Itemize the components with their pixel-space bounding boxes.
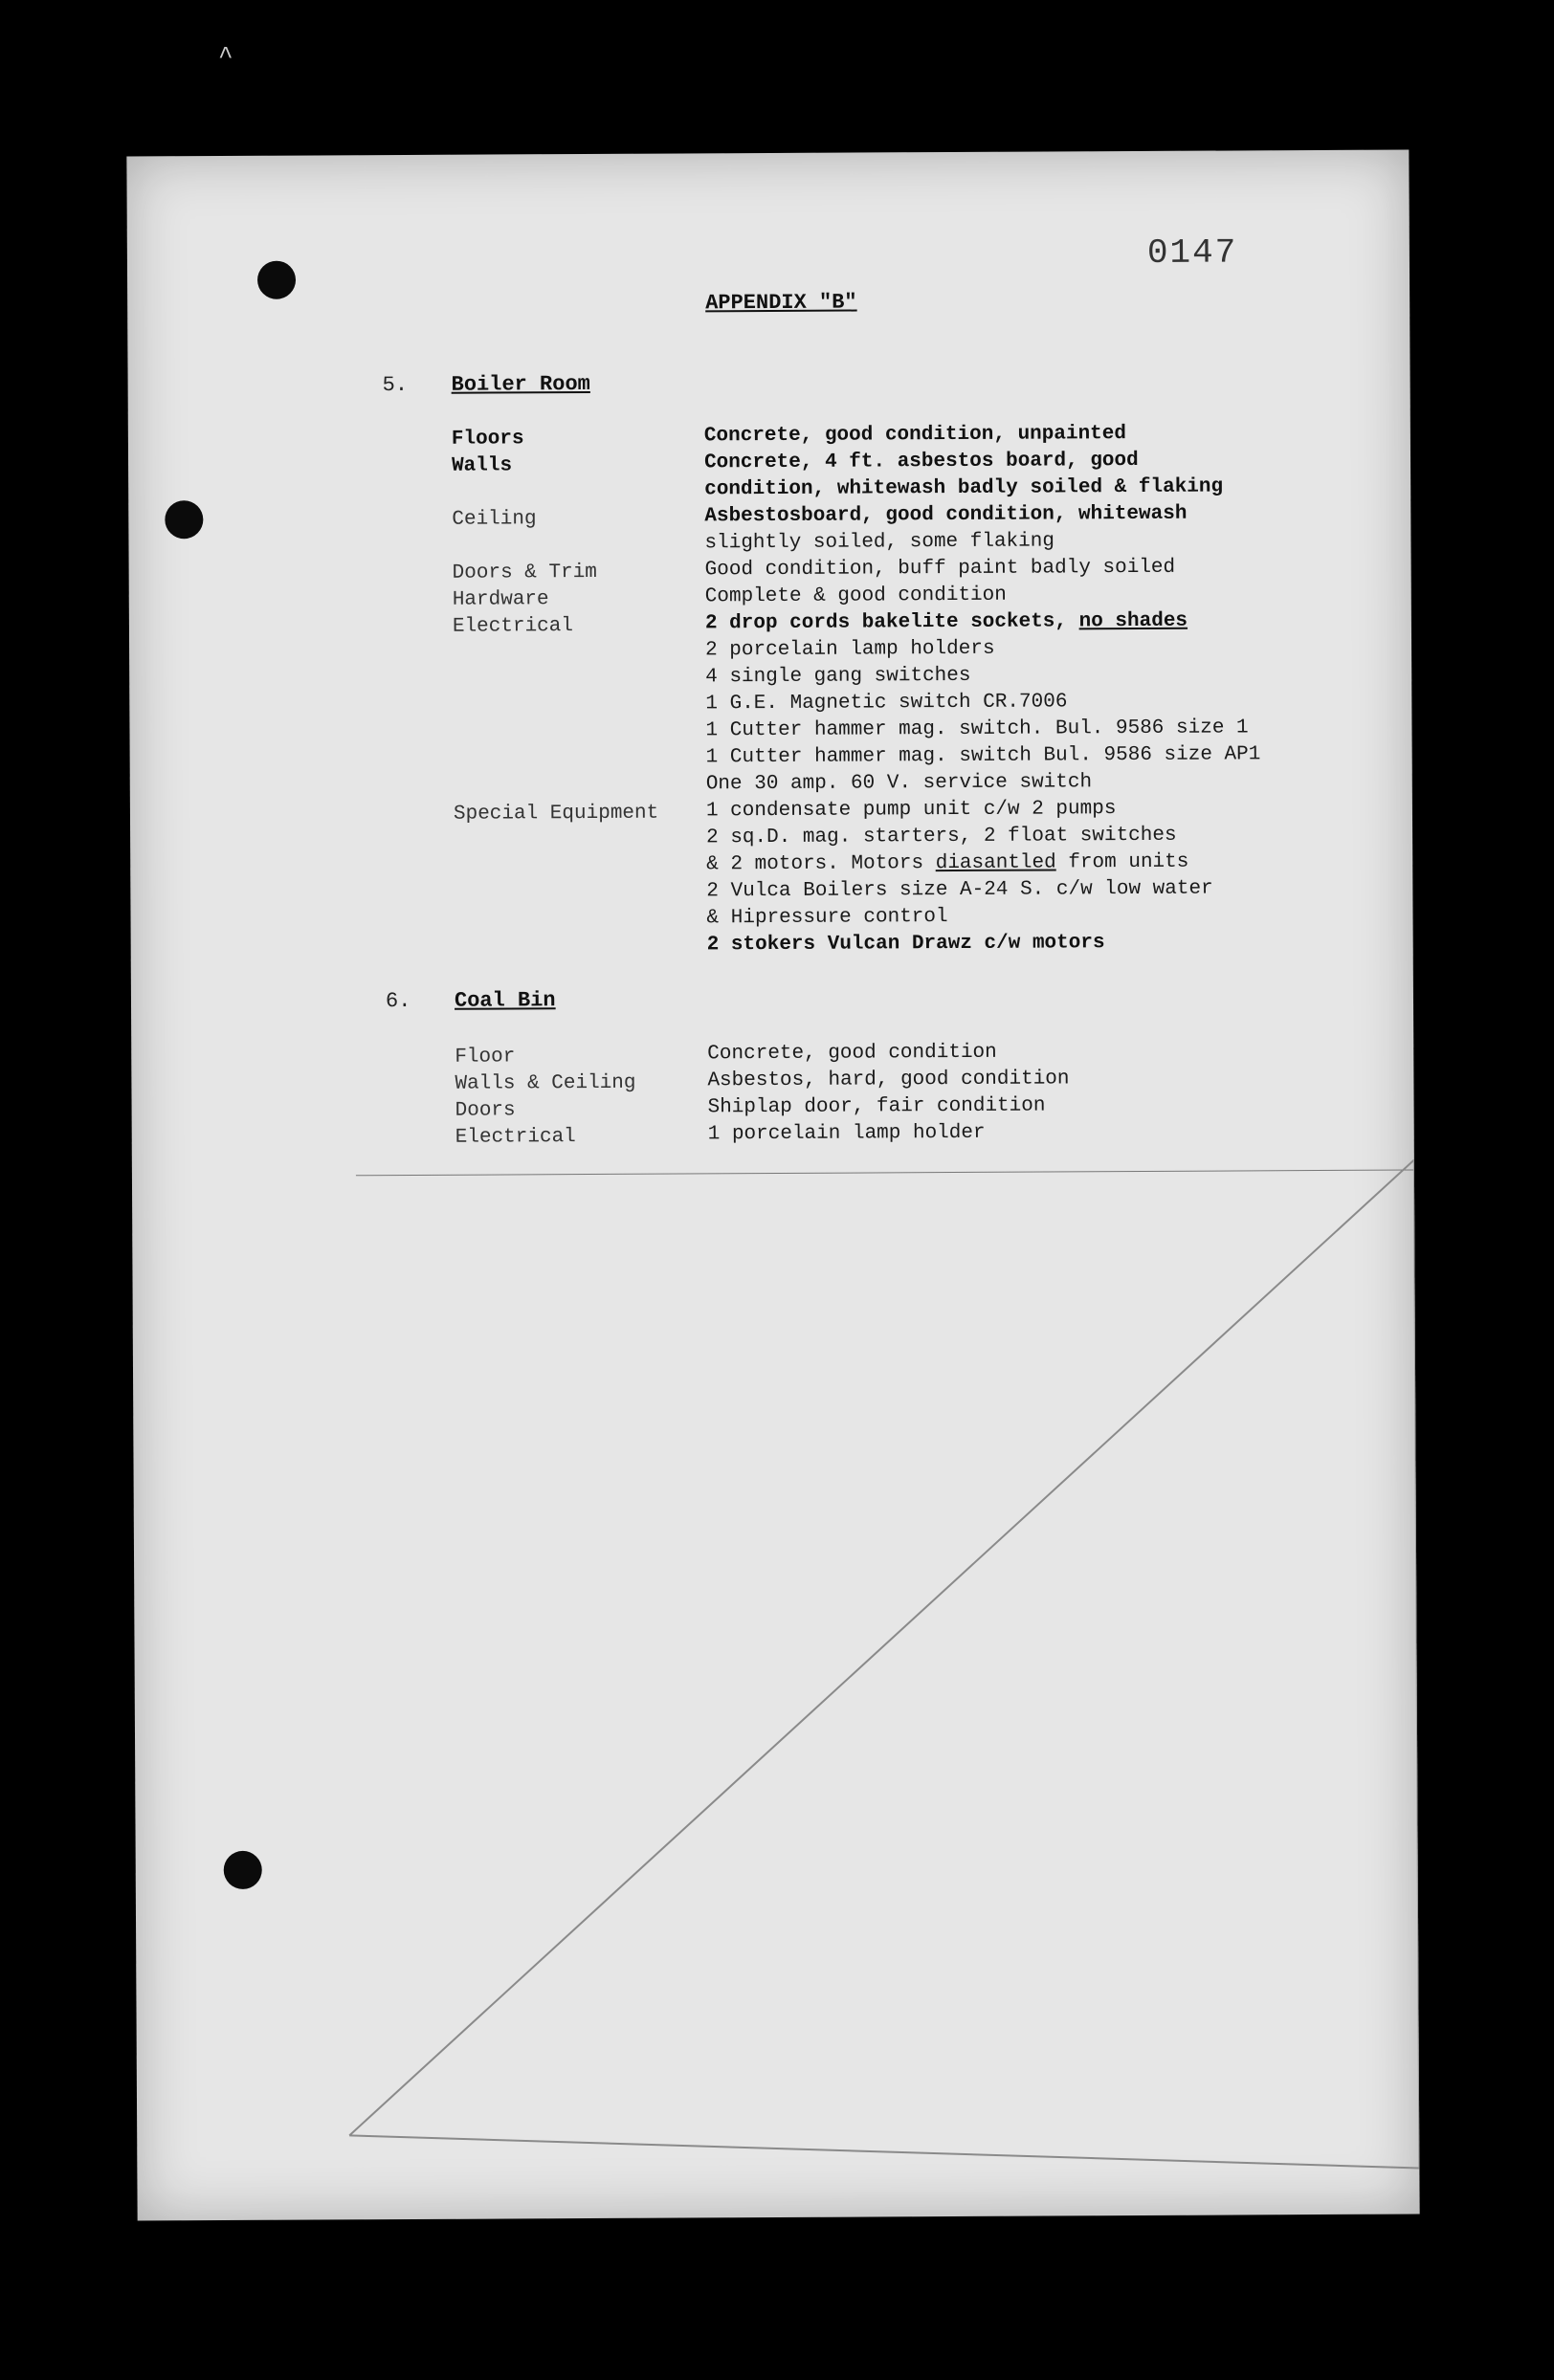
section-title: Boiler Room bbox=[451, 371, 590, 397]
row-line: 2 porcelain lamp holders bbox=[705, 637, 995, 662]
page-number: 0147 bbox=[1146, 232, 1238, 273]
row-line: 4 single gang switches bbox=[705, 664, 971, 689]
row-line: Concrete, 4 ft. asbestos board, good bbox=[703, 449, 1139, 474]
underlined-note: no shades bbox=[1078, 609, 1188, 633]
row-line: 2 stokers Vulcan Drawz c/w motors bbox=[706, 932, 1105, 957]
row-label: Walls & Ceiling bbox=[455, 1071, 636, 1095]
row-label: Floor bbox=[455, 1046, 516, 1069]
row-label: Doors & Trim bbox=[452, 561, 597, 584]
cancellation-line bbox=[126, 150, 1419, 2221]
row-line: 1 porcelain lamp holder bbox=[707, 1121, 986, 1146]
row-label: Doors bbox=[455, 1099, 516, 1122]
row-label: Walls bbox=[451, 454, 513, 477]
row-line: Shiplap door, fair condition bbox=[707, 1094, 1046, 1119]
bottom-stroke bbox=[349, 2129, 1419, 2173]
row-line: 1 Cutter hammer mag. switch Bul. 9586 size AP1 bbox=[705, 743, 1261, 769]
row-line: slightly soiled, some flaking bbox=[704, 530, 1055, 555]
underlined-word: diasantled bbox=[935, 851, 1056, 875]
row-line: Concrete, good condition bbox=[707, 1041, 997, 1066]
row-line: 1 G.E. Magnetic switch CR.7006 bbox=[705, 691, 1068, 716]
row-line-tail: from units bbox=[1055, 850, 1189, 874]
row-label: Electrical bbox=[452, 615, 574, 638]
row-line-text: & 2 motors. Motors bbox=[706, 852, 936, 876]
row-line: 1 Cutter hammer mag. switch. Bul. 9586 size 1 bbox=[705, 716, 1249, 742]
section-number: 6. bbox=[385, 988, 411, 1014]
right-stroke bbox=[1414, 1159, 1420, 2168]
row-line: 2 Vulca Boilers size A-24 S. c/w low water bbox=[706, 877, 1213, 903]
row-line-text: 2 drop cords bakelite sockets, bbox=[704, 610, 1079, 635]
row-line: condition, whitewash badly soiled & flaking bbox=[704, 475, 1224, 501]
row-label: Floors bbox=[451, 428, 524, 451]
corner-mark: ^ bbox=[218, 42, 233, 71]
row-line: Concrete, good condition, unpainted bbox=[703, 423, 1127, 448]
row-line: & Hipressure control bbox=[706, 906, 948, 930]
row-label: Special Equipment bbox=[453, 802, 659, 826]
row-line: Good condition, buff paint badly soiled bbox=[704, 556, 1176, 582]
document-title: APPENDIX "B" bbox=[705, 290, 857, 316]
row-line: Complete & good condition bbox=[704, 584, 1007, 608]
row-line: One 30 amp. 60 V. service switch bbox=[705, 771, 1093, 796]
row-label: Hardware bbox=[452, 588, 549, 611]
row-line: 2 sq.D. mag. starters, 2 float switches bbox=[706, 824, 1177, 849]
section-number: 5. bbox=[382, 372, 409, 398]
row-label: Ceiling bbox=[452, 508, 537, 531]
row-line: Asbestosboard, good condition, whitewash bbox=[704, 502, 1188, 528]
document-page bbox=[126, 150, 1419, 2221]
row-label: Electrical bbox=[455, 1126, 576, 1149]
row-line: Asbestos, hard, good condition bbox=[707, 1068, 1070, 1092]
section-title: Coal Bin bbox=[454, 988, 556, 1013]
diagonal-stroke bbox=[344, 1159, 1419, 2135]
row-line: 1 condensate pump unit c/w 2 pumps bbox=[705, 798, 1117, 823]
